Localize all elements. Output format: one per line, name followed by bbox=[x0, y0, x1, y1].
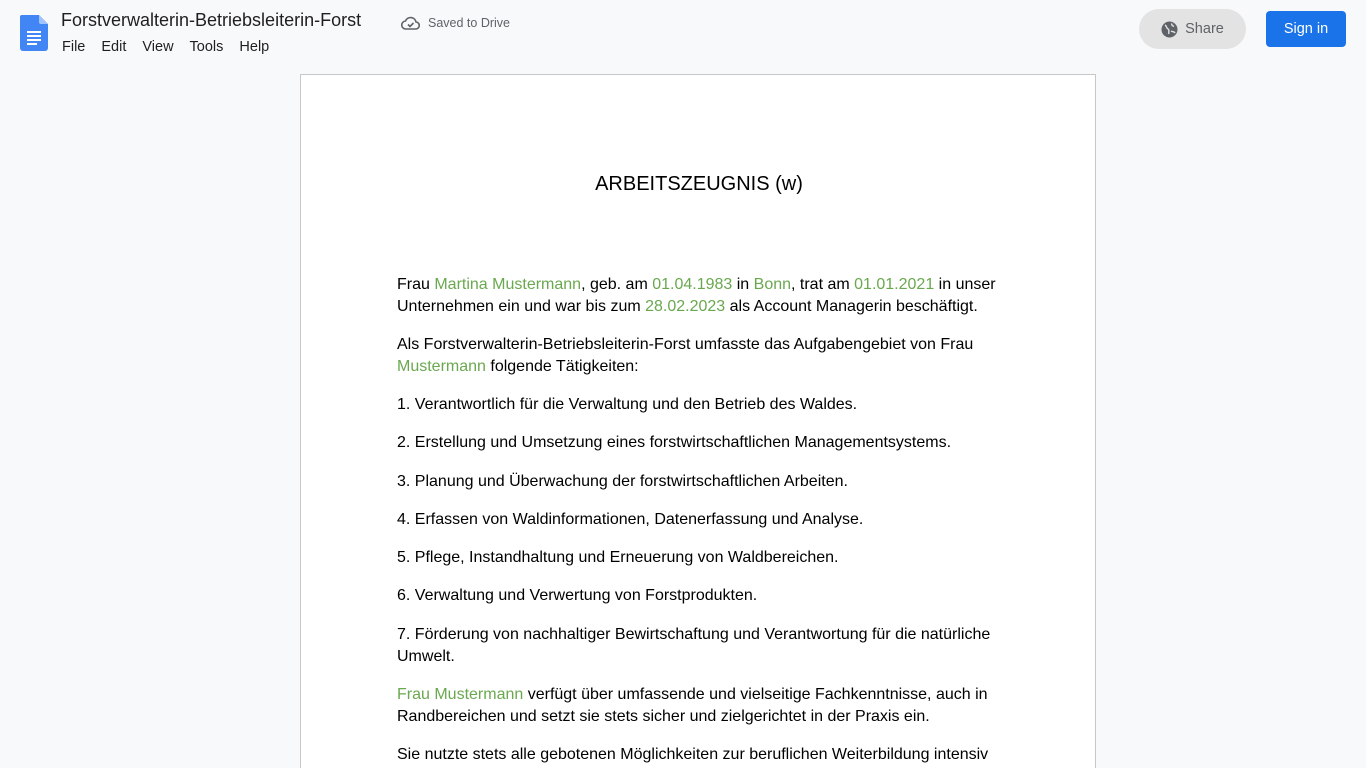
text-run: , trat am bbox=[791, 276, 855, 293]
document-title[interactable]: Forstverwalterin-Betriebsleiterin-Forst bbox=[61, 10, 362, 30]
task-item: 4. Erfassen von Waldinformationen, Datenerfassung und Analyse. bbox=[397, 510, 864, 528]
field-end-date: 28.02.2023 bbox=[645, 298, 726, 315]
globe-icon bbox=[1161, 21, 1178, 38]
paragraph-skills bbox=[397, 684, 1007, 728]
paragraph-training: Sie nutzte stets alle gebotenen Möglichkeiten zur beruflichen Weiterbildung intensiv bbox=[397, 746, 989, 764]
menu-tools[interactable]: Tools bbox=[189, 39, 224, 55]
text-run: Als Forstverwalterin-Betriebsleiterin-Forst umfasste das Aufgabengebiet von Frau bbox=[397, 336, 974, 353]
field-full-name: Frau Mustermann bbox=[397, 686, 524, 704]
task-item: 2. Erstellung und Umsetzung eines forstwirtschaftlichen Managementsystems. bbox=[397, 434, 952, 452]
text-run: verfügt über umfassende und vielseitige Fachkenntnisse, auch in Randbereichen und setzt sie stets sicher und zielgerichtet in der Praxis ein. bbox=[397, 686, 988, 726]
field-city: Bonn bbox=[753, 276, 792, 293]
field-surname: Mustermann bbox=[397, 358, 486, 375]
task-item: 6. Verwaltung und Verwertung von Forstprodukten. bbox=[397, 587, 758, 605]
menu-file[interactable]: File bbox=[62, 39, 86, 55]
share-label: Share bbox=[1185, 21, 1224, 37]
menu-edit[interactable]: Edit bbox=[101, 39, 127, 55]
text-run: folgende Tätigkeiten: bbox=[485, 358, 639, 375]
text-run: Frau bbox=[397, 276, 435, 293]
task-item: 1. Verantwortlich für die Verwaltung und den Betrieb des Waldes. bbox=[397, 396, 858, 413]
document-body bbox=[397, 274, 1007, 768]
document-heading: ARBEITSZEUGNIS (w) bbox=[595, 173, 803, 195]
field-name: Martina Mustermann bbox=[434, 276, 582, 293]
sign-in-button[interactable]: Sign in bbox=[1266, 11, 1346, 47]
field-birth-date: 01.04.1983 bbox=[652, 276, 733, 293]
text-run: , geb. am bbox=[581, 276, 653, 293]
save-status bbox=[401, 14, 510, 32]
docs-logo-icon[interactable] bbox=[20, 15, 48, 51]
task-item: 5. Pflege, Instandhaltung und Erneuerung von Waldbereichen. bbox=[397, 549, 839, 567]
paragraph-tasks-intro bbox=[397, 334, 1007, 378]
task-item: 7. Förderung von nachhaltiger Bewirtschaftung und Verantwortung für die natürliche Umwelt. bbox=[397, 625, 991, 665]
share-button[interactable] bbox=[1139, 9, 1246, 49]
task-item: 3. Planung und Überwachung der forstwirtschaftlichen Arbeiten. bbox=[397, 472, 848, 490]
menu-bar bbox=[54, 36, 277, 58]
text-run: in bbox=[732, 276, 754, 293]
save-status-label: Saved to Drive bbox=[428, 16, 510, 30]
cloud-check-icon bbox=[401, 16, 420, 30]
top-bar bbox=[0, 0, 1366, 64]
text-run: als Account Managerin beschäftigt. bbox=[725, 298, 978, 315]
menu-help[interactable]: Help bbox=[239, 39, 270, 55]
menu-view[interactable]: View bbox=[142, 39, 174, 55]
text-run: in unser Unternehmen ein und war bis zum bbox=[397, 276, 996, 315]
document-page[interactable] bbox=[300, 74, 1096, 768]
field-start-date: 01.01.2021 bbox=[854, 276, 935, 293]
paragraph-intro bbox=[397, 274, 1007, 318]
